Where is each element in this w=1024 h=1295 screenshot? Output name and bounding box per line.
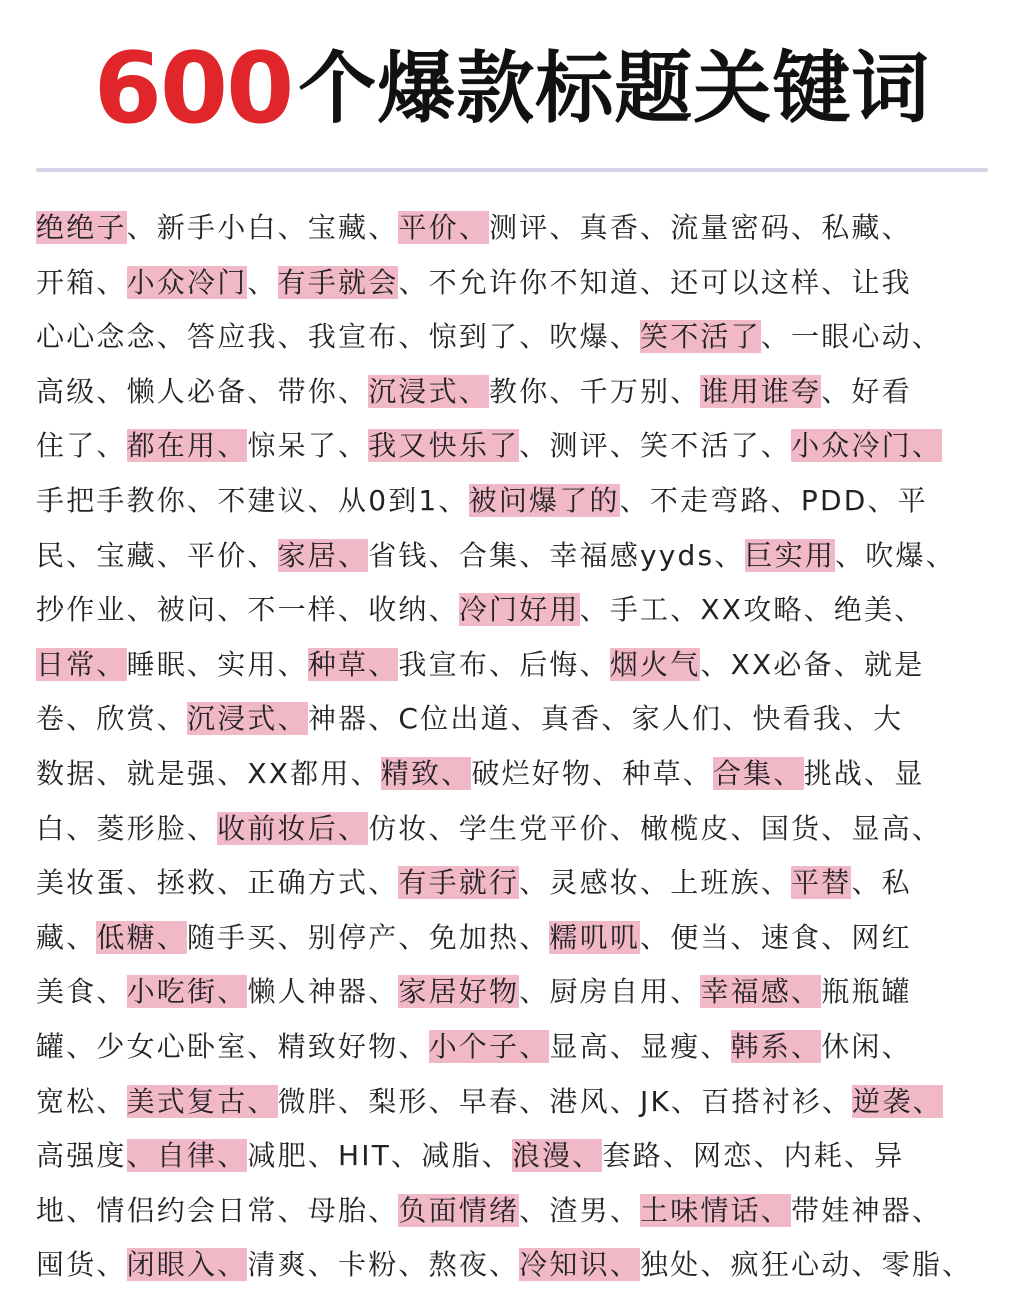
highlighted-keyword: 糯叽叽: [549, 920, 641, 954]
keyword-text: 惊呆了、: [247, 429, 369, 463]
text-line: [36, 310, 996, 365]
keyword-text: 住了、: [36, 429, 127, 463]
text-line: [36, 856, 996, 911]
title-divider: [36, 168, 988, 172]
highlighted-keyword: 浪漫、: [511, 1139, 603, 1173]
keyword-text: 挑战、显: [803, 756, 925, 790]
keyword-text: 卷、欣赏、: [36, 702, 188, 736]
keyword-text: 高强度: [36, 1139, 127, 1173]
keyword-text: 显高、显瘦、: [549, 1029, 731, 1063]
highlighted-keyword: 笑不活了: [640, 320, 761, 354]
keyword-text: 宽松、: [36, 1084, 127, 1118]
keyword-text: 、一眼心动、: [760, 320, 943, 354]
keyword-text: 藏、: [36, 920, 97, 954]
keyword-text: 美食、: [36, 975, 127, 1009]
highlighted-keyword: 小众冷门: [126, 265, 248, 299]
keyword-text-block: [36, 201, 996, 1293]
keyword-text: 、: [247, 265, 278, 299]
keyword-text: 微胖、梨形、早春、港风、JK、百搭衬衫、: [277, 1084, 853, 1118]
keyword-text: 、不走弯路、PDD、平: [619, 483, 928, 517]
highlighted-keyword: 合集、: [712, 756, 804, 790]
keyword-text: 抄作业、被问、不一样、收纳、: [36, 593, 459, 627]
keyword-text: 我宣布、后悔、: [398, 647, 610, 681]
keyword-text: 、不允许你不知道、还可以这样、让我: [398, 265, 912, 299]
highlighted-keyword: 土味情话、: [640, 1193, 792, 1227]
highlighted-keyword: 绝绝子: [36, 211, 127, 244]
keyword-text: 套路、网恋、内耗、异: [602, 1139, 905, 1173]
text-line: [36, 1020, 996, 1075]
highlighted-keyword: 日常、: [36, 647, 127, 681]
keyword-text: 数据、就是强、XX都用、: [36, 756, 381, 790]
highlighted-keyword: 小众冷门、: [791, 429, 943, 463]
text-line: [36, 201, 996, 256]
keyword-text: 带娃神器、: [791, 1193, 943, 1227]
highlighted-keyword: 闭眼入、: [126, 1248, 248, 1282]
highlighted-keyword: 美式复古、: [126, 1084, 278, 1118]
highlighted-keyword: 种草、: [307, 647, 399, 681]
highlighted-keyword: 逆袭、: [852, 1084, 943, 1118]
keyword-text: 心心念念、答应我、我宣布、惊到了、吹爆、: [36, 320, 641, 354]
highlighted-keyword: 平价、: [398, 211, 490, 244]
keyword-text: 、厨房自用、: [519, 975, 701, 1009]
highlighted-keyword: 冷知识、: [519, 1248, 641, 1282]
highlighted-keyword: 沉浸式、: [187, 702, 308, 736]
text-line: [36, 419, 996, 474]
highlighted-keyword: 小吃街、: [126, 975, 248, 1009]
highlighted-keyword: 负面情绪: [398, 1193, 520, 1227]
highlighted-keyword: 有手就会: [277, 265, 399, 299]
text-line: [36, 583, 996, 638]
highlighted-keyword: 被问爆了的: [468, 483, 620, 517]
keyword-text: 休闲、: [821, 1029, 912, 1063]
keyword-text: 瓶瓶罐: [821, 975, 912, 1009]
title-text: 个爆款标题关键词: [298, 44, 931, 134]
highlighted-keyword: 韩系、: [730, 1029, 822, 1063]
text-line: [36, 911, 996, 966]
highlighted-keyword: 我又快乐了: [368, 429, 520, 463]
keyword-text: 减肥、HIT、减脂、: [247, 1139, 512, 1173]
text-line: [36, 1238, 996, 1293]
keyword-text: 地、情侣约会日常、母胎、: [36, 1193, 399, 1227]
keyword-text: 、便当、速食、网红: [640, 920, 912, 954]
highlighted-keyword: 烟火气: [609, 647, 701, 681]
keyword-text: 、吹爆、: [835, 538, 956, 572]
keyword-text: 、新手小白、宝藏、: [126, 211, 399, 244]
keyword-text: 神器、C位出道、真香、家人们、快看我、大: [307, 702, 904, 736]
keyword-text: 高级、懒人必备、带你、: [36, 374, 369, 408]
keyword-text: 、测评、笑不活了、: [519, 429, 792, 463]
text-line: [36, 747, 996, 802]
keyword-text: 、手工、XX攻略、绝美、: [579, 593, 925, 627]
highlighted-keyword: 有手就行: [398, 866, 520, 900]
text-line: [36, 474, 996, 529]
keyword-text: 独处、疯狂心动、零脂、: [640, 1248, 973, 1282]
keyword-text: 、好看: [821, 374, 912, 408]
keyword-text: 省钱、合集、幸福感yyds、: [368, 538, 745, 572]
keyword-text: 手把手教你、不建议、从0到1、: [36, 483, 469, 517]
keyword-text: 、私: [851, 866, 912, 900]
text-line: [36, 1129, 996, 1184]
highlighted-keyword: 收前妆后、: [217, 811, 369, 845]
keyword-text: 清爽、卡粉、熬夜、: [247, 1248, 520, 1282]
keyword-text: 民、宝藏、平价、: [36, 538, 278, 572]
keyword-text: 破烂好物、种草、: [471, 756, 713, 790]
keyword-text: 、渣男、: [519, 1193, 641, 1227]
keyword-text: 囤货、: [36, 1248, 127, 1282]
text-line: [36, 802, 996, 857]
title-number: 600: [93, 32, 293, 146]
text-line: [36, 365, 996, 420]
highlighted-keyword: 幸福感、: [700, 975, 822, 1009]
highlighted-keyword: 沉浸式、: [368, 374, 490, 408]
keyword-text: 懒人神器、: [247, 975, 399, 1009]
keyword-text: 罐、少女心卧室、精致好物、: [36, 1029, 429, 1063]
highlighted-keyword: 冷门好用: [458, 593, 580, 627]
text-line: [36, 692, 996, 747]
highlighted-keyword: 家居、: [277, 538, 369, 572]
text-line: [36, 965, 996, 1020]
keyword-text: 、XX必备、就是: [700, 647, 925, 681]
highlighted-keyword: 、自律、: [126, 1139, 248, 1173]
text-line: [36, 1184, 996, 1239]
highlighted-keyword: 低糖、: [96, 920, 188, 954]
keyword-text: 教你、千万别、: [489, 374, 701, 408]
keyword-text: 测评、真香、流量密码、私藏、: [489, 211, 912, 244]
keyword-text: 白、菱形脸、: [36, 811, 218, 845]
highlighted-keyword: 都在用、: [126, 429, 248, 463]
keyword-text: 睡眠、实用、: [126, 647, 308, 681]
keyword-text: 仿妆、学生党平价、橄榄皮、国货、显高、: [368, 811, 943, 845]
highlighted-keyword: 精致、: [380, 756, 472, 790]
page-title: [0, 32, 1024, 146]
text-line: [36, 256, 996, 311]
highlighted-keyword: 谁用谁夸: [700, 374, 822, 408]
text-line: [36, 1075, 996, 1130]
highlighted-keyword: 平替: [791, 866, 852, 900]
keyword-text: 开箱、: [36, 265, 127, 299]
keyword-text: 随手买、别停产、免加热、: [187, 920, 550, 954]
highlighted-keyword: 家居好物: [398, 975, 520, 1009]
keyword-text: 、灵感妆、上班族、: [519, 866, 792, 900]
text-line: [36, 638, 996, 693]
text-line: [36, 529, 996, 584]
keyword-text: 美妆蛋、拯救、正确方式、: [36, 866, 399, 900]
highlighted-keyword: 巨实用: [744, 538, 836, 572]
highlighted-keyword: 小个子、: [428, 1029, 550, 1063]
